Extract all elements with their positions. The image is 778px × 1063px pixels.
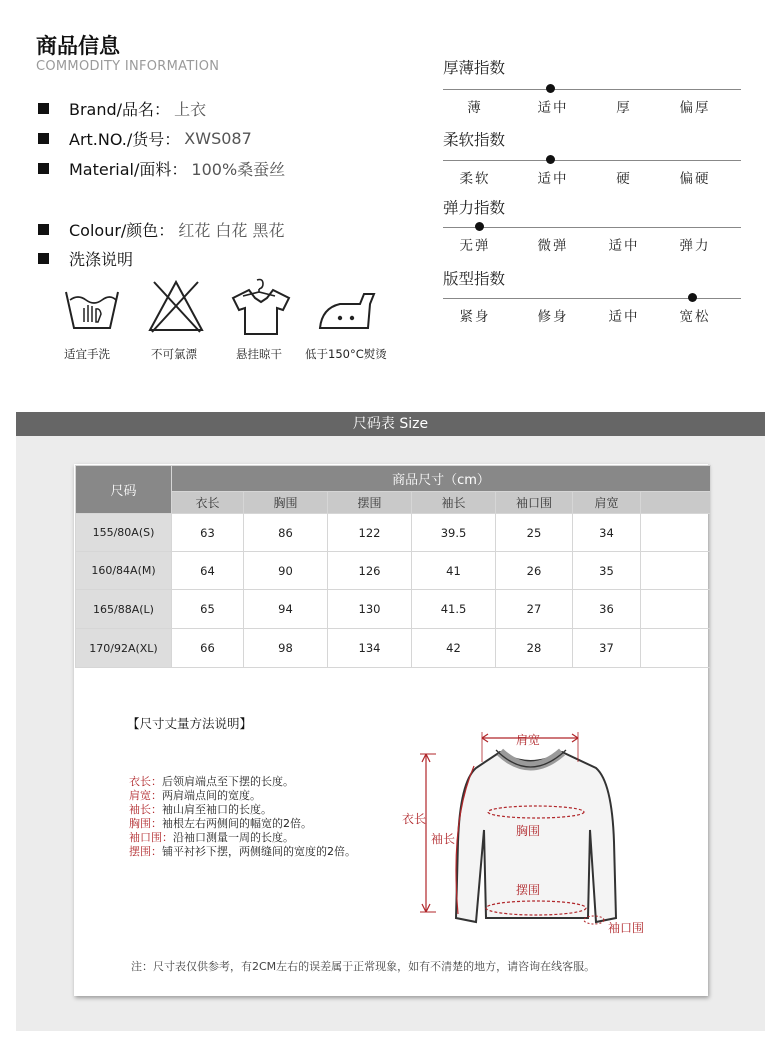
- bullet-icon: [38, 133, 49, 144]
- empty-cell: [641, 629, 711, 668]
- column-header: 衣长: [172, 492, 244, 514]
- colour-row: [38, 218, 285, 241]
- table-row: [76, 552, 711, 590]
- hang-dry-icon: [229, 276, 293, 336]
- index-option-label: 柔软: [459, 171, 491, 187]
- index-option-label: 适中: [608, 309, 640, 325]
- value-cell: 130: [328, 590, 412, 629]
- value-cell: 94: [244, 590, 328, 629]
- value-cell: 64: [172, 552, 244, 590]
- value-cell: 63: [172, 514, 244, 552]
- value-cell: 98: [244, 629, 328, 668]
- hem-label: 摆围: [516, 883, 541, 897]
- section-title: 商品信息: [36, 34, 120, 58]
- index-option-label: 弹力: [679, 238, 711, 254]
- value-cell: 42: [412, 629, 496, 668]
- column-header: 胸围: [244, 492, 328, 514]
- index-marker: [475, 222, 484, 231]
- definition-text: 后领肩端点至下摆的长度。: [162, 775, 294, 788]
- value-cell: 37: [573, 629, 641, 668]
- length-label: 衣长: [402, 812, 427, 826]
- chest-label: 胸围: [516, 824, 541, 838]
- table-row: [76, 514, 711, 552]
- disclaimer-note: 注：尺寸表仅供参考，有2CM左右的误差属于正常现象，如有不清楚的地方，请咨询在线客服。: [131, 960, 596, 973]
- cuff-label: 袖口围: [608, 921, 645, 935]
- index-scale-line: [443, 89, 741, 90]
- artno-row: [38, 127, 252, 150]
- value-cell: 25: [496, 514, 573, 552]
- size-cell: 160/84A(M): [76, 552, 172, 590]
- howto-title: 【尺寸丈量方法说明】: [127, 716, 253, 731]
- bullet-icon: [38, 103, 49, 114]
- index-marker: [546, 155, 555, 164]
- definition-text: 铺平衬衫下摆，两侧缝间的宽度的2倍。: [162, 845, 356, 858]
- size-header: 尺码: [76, 466, 172, 514]
- definition-item: [129, 843, 356, 859]
- index-option-label: 厚: [616, 100, 632, 116]
- index-option-label: 微弹: [537, 238, 569, 254]
- size-cell: 155/80A(S): [76, 514, 172, 552]
- index-option-label: 适中: [608, 238, 640, 254]
- value-cell: 41.5: [412, 590, 496, 629]
- definition-key: 摆围：: [129, 845, 162, 858]
- index-option-label: 薄: [467, 100, 483, 116]
- dims-header: 商品尺寸（cm）: [172, 466, 711, 492]
- care-label: 洗涤说明: [69, 250, 134, 269]
- size-cell: 165/88A(L): [76, 590, 172, 629]
- iron-low-icon: [314, 282, 378, 342]
- value-cell: 34: [573, 514, 641, 552]
- column-header-empty: [641, 492, 711, 514]
- index-option-label: 适中: [537, 100, 569, 116]
- value-cell: 122: [328, 514, 412, 552]
- sleeve-label: 袖长: [431, 832, 456, 846]
- size-chart-bar: 尺码表 Size: [16, 412, 765, 436]
- index-marker: [688, 293, 697, 302]
- care-row: [38, 247, 133, 270]
- care-caption: 不可氯漂: [151, 347, 197, 361]
- bullet-icon: [38, 224, 49, 235]
- table-row: [76, 590, 711, 629]
- index-option-label: 适中: [537, 171, 569, 187]
- value-cell: 28: [496, 629, 573, 668]
- table-row: [76, 629, 711, 668]
- column-header: 肩宽: [573, 492, 641, 514]
- index-title: 柔软指数: [443, 131, 506, 149]
- brand-label: Brand/品名：: [69, 100, 171, 119]
- artno-label: Art.NO./货号：: [69, 130, 181, 149]
- value-cell: 66: [172, 629, 244, 668]
- colour-label: Colour/颜色：: [69, 221, 175, 240]
- column-header: 袖长: [412, 492, 496, 514]
- care-caption: 低于150°C熨烫: [305, 347, 387, 361]
- index-option-label: 修身: [537, 309, 569, 325]
- index-title: 版型指数: [443, 270, 506, 288]
- value-cell: 39.5: [412, 514, 496, 552]
- value-cell: 36: [573, 590, 641, 629]
- brand-value: 上衣: [174, 100, 207, 119]
- definition-key: 袖长：: [129, 803, 162, 816]
- value-cell: 26: [496, 552, 573, 590]
- definition-text: 两肩端点间的宽度。: [162, 789, 261, 802]
- column-header: 摆围: [328, 492, 412, 514]
- definition-key: 肩宽：: [129, 789, 162, 802]
- material-value: 100%桑蚕丝: [191, 160, 286, 179]
- value-cell: 90: [244, 552, 328, 590]
- colour-value: 红花 白花 黑花: [178, 221, 285, 240]
- bullet-icon: [38, 163, 49, 174]
- artno-value: XWS087: [184, 129, 252, 148]
- empty-cell: [641, 552, 711, 590]
- value-cell: 65: [172, 590, 244, 629]
- column-header: 袖口围: [496, 492, 573, 514]
- shoulder-label: 肩宽: [516, 733, 541, 747]
- care-caption: 适宜手洗: [64, 347, 110, 361]
- material-label: Material/面料：: [69, 160, 188, 179]
- value-cell: 35: [573, 552, 641, 590]
- index-title: 厚薄指数: [443, 59, 506, 77]
- index-option-label: 无弹: [459, 238, 491, 254]
- definition-key: 胸围：: [129, 817, 162, 830]
- value-cell: 27: [496, 590, 573, 629]
- value-cell: 86: [244, 514, 328, 552]
- index-title: 弹力指数: [443, 199, 506, 217]
- size-table: [75, 465, 711, 668]
- empty-cell: [641, 590, 711, 629]
- brand-row: [38, 97, 206, 120]
- index-option-label: 紧身: [459, 309, 491, 325]
- index-scale-line: [443, 227, 741, 228]
- definition-text: 袖根左右两侧间的幅宽的2倍。: [162, 817, 312, 830]
- definition-text: 袖山肩至袖口的长度。: [162, 803, 272, 816]
- definition-key: 衣长：: [129, 775, 162, 788]
- care-caption: 悬挂晾干: [236, 347, 282, 361]
- value-cell: 41: [412, 552, 496, 590]
- no-bleach-icon: [144, 276, 208, 336]
- empty-cell: [641, 514, 711, 552]
- bullet-icon: [38, 253, 49, 264]
- index-option-label: 偏硬: [679, 171, 711, 187]
- value-cell: 126: [328, 552, 412, 590]
- index-marker: [546, 84, 555, 93]
- definition-key: 袖口围：: [129, 831, 173, 844]
- index-scale-line: [443, 160, 741, 161]
- hand-wash-icon: [60, 278, 124, 338]
- definition-text: 沿袖口测量一周的长度。: [173, 831, 294, 844]
- index-option-label: 宽松: [679, 309, 711, 325]
- size-cell: 170/92A(XL): [76, 629, 172, 668]
- section-subtitle: COMMODITY INFORMATION: [36, 59, 220, 74]
- material-row: [38, 157, 285, 180]
- value-cell: 134: [328, 629, 412, 668]
- index-option-label: 偏厚: [679, 100, 711, 116]
- index-option-label: 硬: [616, 171, 632, 187]
